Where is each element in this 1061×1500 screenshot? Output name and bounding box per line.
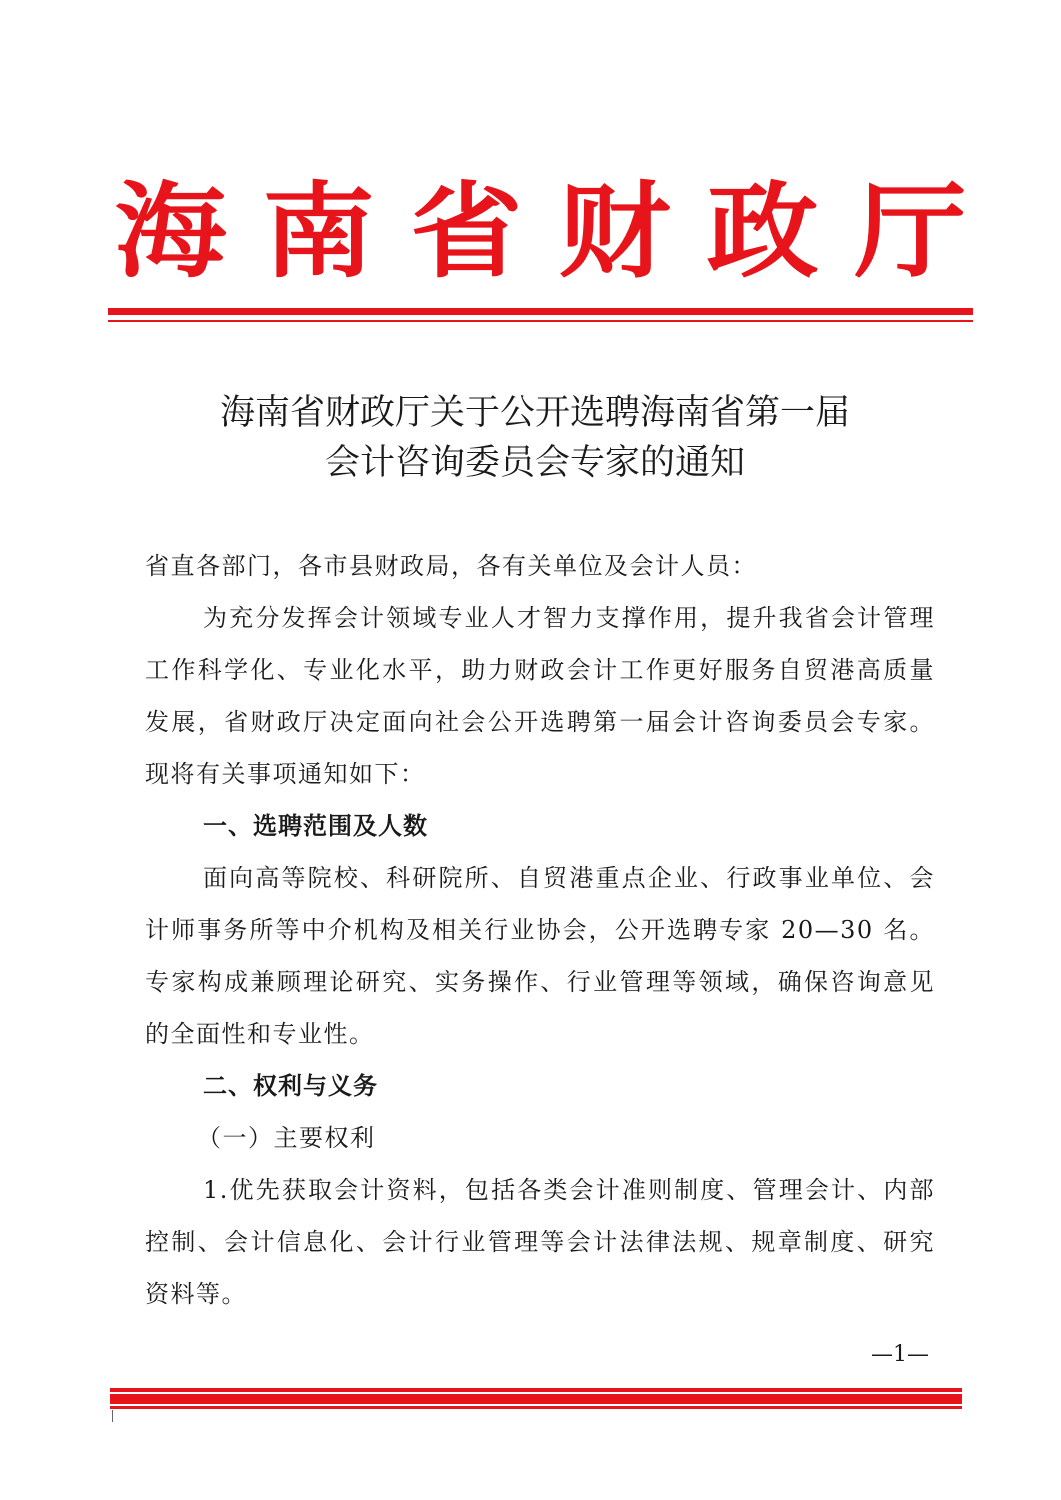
masthead-char: 政: [706, 172, 819, 292]
footer-divider: [110, 1388, 962, 1410]
document-body: [145, 540, 935, 1320]
masthead-char: 厅: [854, 172, 967, 292]
section-heading-1: 一、选聘范围及人数: [203, 812, 428, 840]
masthead-char: 财: [558, 172, 671, 292]
subsection-heading-1: （一）主要权利: [197, 1124, 376, 1152]
masthead-title: [108, 172, 973, 292]
masthead-divider-thick: [108, 308, 973, 315]
intro-paragraph: 为充分发挥会计领域专业人才智力支撑作用，提升我省会计管理工作科学化、专业化水平，助力财政会计工作更好服务自贸港高质量发展，省财政厅决定面向社会公开选聘第一届会计咨询委员会专家。现将有关事项通知如下：: [145, 604, 935, 788]
title-line-2: 会计咨询委员会专家的通知: [324, 443, 745, 483]
page-number: —1—: [871, 1342, 929, 1367]
document-title: [110, 388, 960, 488]
section-heading-2: 二、权利与义务: [203, 1072, 378, 1100]
title-line-1: 海南省财政厅关于公开选聘海南省第一届: [219, 393, 850, 433]
item-1-paragraph: 1.优先获取会计资料，包括各类会计准则制度、管理会计、内部控制、会计信息化、会计行业管理等会计法律法规、规章制度、研究资料等。: [145, 1176, 935, 1308]
masthead-char: 南: [262, 172, 375, 292]
salutation: 省直各部门，各市县财政局，各有关单位及会计人员：: [145, 552, 757, 580]
section-1-paragraph: 面向高等院校、科研院所、自贸港重点企业、行政事业单位、会计师事务所等中介机构及相关行业协会，公开选聘专家 20—30 名。专家构成兼顾理论研究、实务操作、行业管理等领域，确保咨询意见的全面性和专业性。: [145, 864, 935, 1048]
masthead-char: 省: [410, 172, 523, 292]
masthead-char: 海: [114, 172, 227, 292]
footer-tick-mark: [112, 1410, 113, 1422]
masthead-divider-thin: [108, 320, 973, 322]
